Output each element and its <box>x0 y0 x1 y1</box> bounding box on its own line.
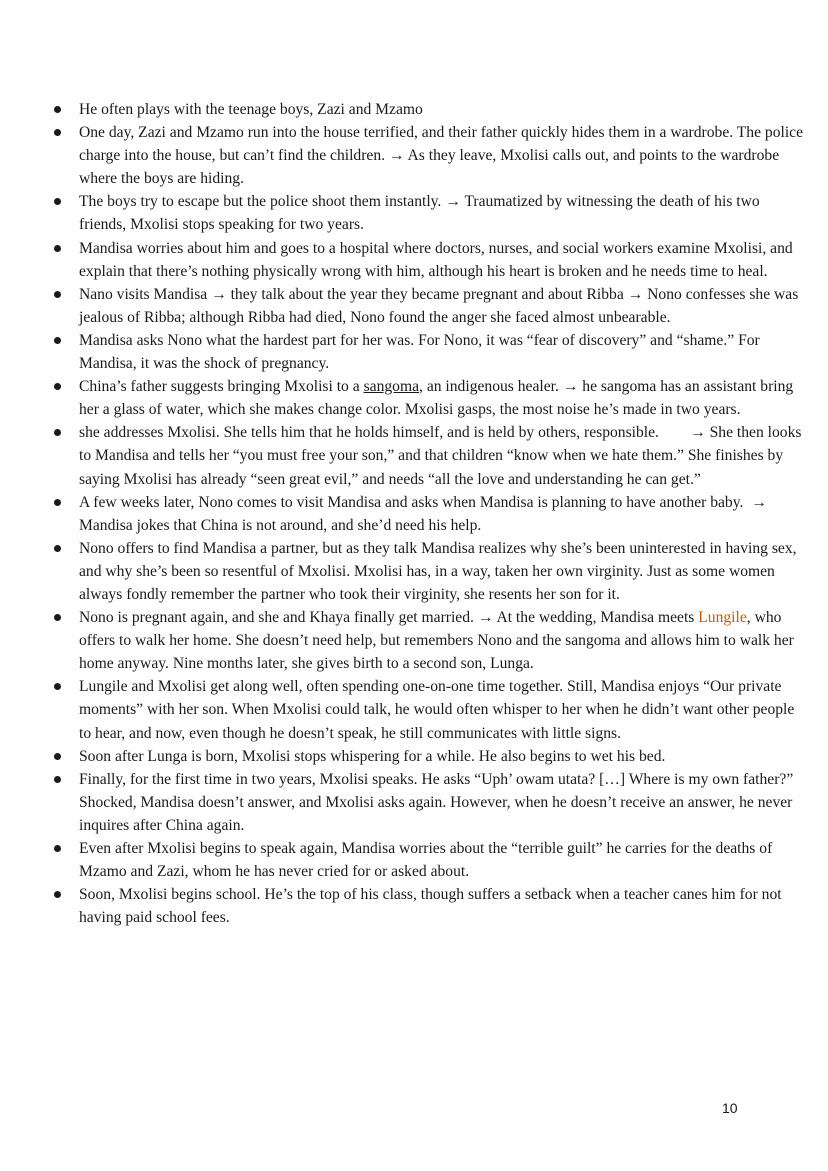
list-item: Soon, Mxolisi begins school. He’s the top of his class, though suffers a setback when a teacher canes him for not having paid school fees. <box>79 883 804 929</box>
list-item: Nono offers to find Mandisa a partner, but as they talk Mandisa realizes why she’s been uninterested in having sex, and why she’s been so resentful of Mxolisi. Mxolisi has, in a way, taken her own virginity. Just as some women always fondly remember the partner who took their virginity, she resents her son for it. <box>79 537 804 606</box>
list-item <box>79 606 804 675</box>
list-item: Mandisa asks Nono what the hardest part for her was. For Nono, it was “fear of discovery” and “shame.” For Mandisa, it was the shock of pregnancy. <box>79 329 804 375</box>
list-item: Lungile and Mxolisi get along well, often spending one-on-one time together. Still, Mandisa enjoys “Our private moments” with her son. When Mxolisi could talk, he would often whisper to her when he didn’t want other people to hear, and now, even though he doesn’t speak, he still communicates with little signs. <box>79 675 804 744</box>
page-number: 10 <box>722 1100 738 1116</box>
list-item <box>79 375 804 421</box>
list-item: Nano visits Mandisa → they talk about the year they became pregnant and about Ribba → Nono confesses she was jealous of Ribba; although Ribba had died, Nono found the anger she faced almost unbearable. <box>79 283 804 329</box>
list-item: One day, Zazi and Mzamo run into the house terrified, and their father quickly hides them in a wardrobe. The police charge into the house, but can’t find the children. → As they leave, Mxolisi calls out, and points to the wardrobe where the boys are hiding. <box>79 121 804 190</box>
sangoma-term: sangoma <box>363 378 420 396</box>
list-item-text: , an indigenous healer. → he sangoma has an assistant bring her a glass of water, which she makes change color. Mxolisi gasps, the most noise he’s made in two years. <box>79 378 794 419</box>
list-item-text: China’s father suggests bringing Mxolisi to a <box>79 378 364 396</box>
lungile-highlight: Lungile <box>698 609 747 627</box>
list-item: He often plays with the teenage boys, Zazi and Mzamo <box>79 98 804 121</box>
list-item: A few weeks later, Nono comes to visit Mandisa and asks when Mandisa is planning to have another baby. → Mandisa jokes that China is not around, and she’d need his help. <box>79 491 804 537</box>
bullet-list <box>79 98 804 929</box>
list-item-text: Nono is pregnant again, and she and Khaya finally get married. → At the wedding, Mandisa meets <box>79 609 699 627</box>
list-item: Finally, for the first time in two years, Mxolisi speaks. He asks “Uph’ owam utata? […] Where is my own father?” Shocked, Mandisa doesn’t answer, and Mxolisi asks again. However, when he doesn’t receive an answer, he never inquires after China again. <box>79 768 804 837</box>
list-item: Mandisa worries about him and goes to a hospital where doctors, nurses, and social workers examine Mxolisi, and explain that there’s nothing physically wrong with him, although his heart is broken and he needs time to heal. <box>79 237 804 283</box>
list-item-text: , who offers to walk her home. She doesn’t need help, but remembers Nono and the sangoma and allows him to walk her home anyway. Nine months later, she gives birth to a second son, Lunga. <box>79 609 794 673</box>
list-item: she addresses Mxolisi. She tells him that he holds himself, and is held by others, responsible. → She then looks to Mandisa and tells her “you must free your son,” and that children “know when we hate them.” She finishes by saying Mxolisi has already “seen great evil,” and needs “all the love and understanding he can get.” <box>79 421 804 490</box>
list-item: Soon after Lunga is born, Mxolisi stops whispering for a while. He also begins to wet his bed. <box>79 745 804 768</box>
list-item: Even after Mxolisi begins to speak again, Mandisa worries about the “terrible guilt” he carries for the deaths of Mzamo and Zazi, whom he has never cried for or asked about. <box>79 837 804 883</box>
list-item: The boys try to escape but the police shoot them instantly. → Traumatized by witnessing the death of his two friends, Mxolisi stops speaking for two years. <box>79 190 804 236</box>
